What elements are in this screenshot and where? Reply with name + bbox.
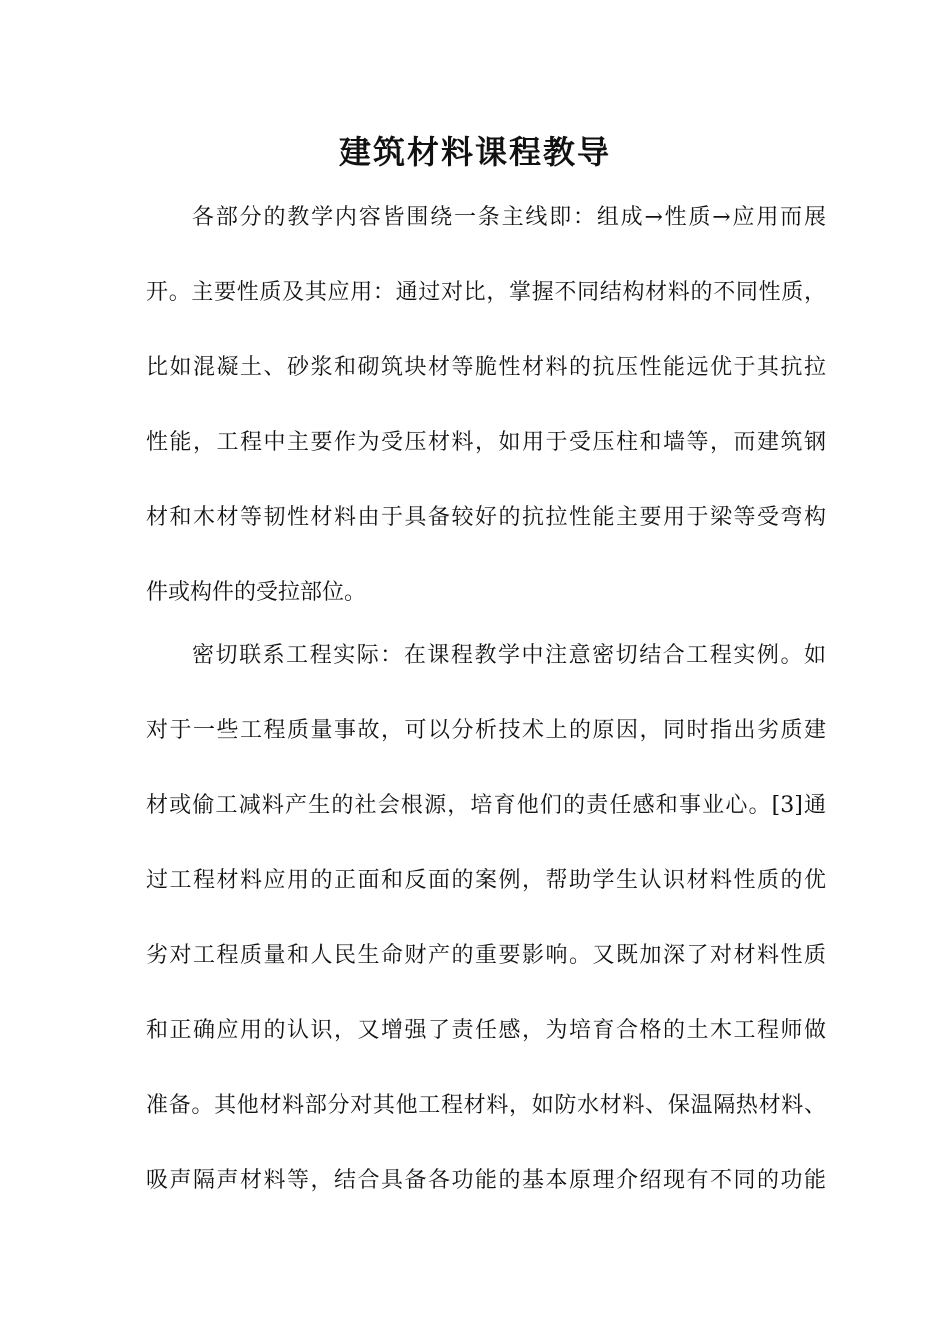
paragraph-2-line-8: 吸声隔声材料等，结合具备各功能的基本原理介绍现有不同的功能	[146, 1168, 826, 1193]
paragraph-1-line-5: 材和木材等韧性材料由于具备较好的抗拉性能主要用于梁等受弯构	[146, 505, 826, 530]
paragraph-1-line-1: 各部分的教学内容皆围绕一条主线即：组成→性质→应用而展	[192, 205, 826, 230]
paragraph-2-line-4: 过工程材料应用的正面和反面的案例，帮助学生认识材料性质的优	[146, 868, 826, 893]
paragraph-2-line-5: 劣对工程质量和人民生命财产的重要影响。又既加深了对材料性质	[146, 943, 826, 968]
paragraph-2-line-1: 密切联系工程实际：在课程教学中注意密切结合工程实例。如	[192, 643, 826, 668]
paragraph-2-line-3: 材或偷工减料产生的社会根源，培育他们的责任感和事业心。[3]通	[146, 793, 826, 818]
document-title: 建筑材料课程教导	[338, 133, 611, 171]
paragraph-1-line-6: 件或构件的受拉部位。	[146, 580, 367, 605]
paragraph-2-line-2: 对于一些工程质量事故，可以分析技术上的原因，同时指出劣质建	[146, 718, 826, 743]
paragraph-1-line-2: 开。主要性质及其应用：通过对比，掌握不同结构材料的不同性质，	[146, 280, 826, 305]
paragraph-2-line-6: 和正确应用的认识，又增强了责任感，为培育合格的土木工程师做	[146, 1018, 826, 1043]
paragraph-1-line-3: 比如混凝土、砂浆和砌筑块材等脆性材料的抗压性能远优于其抗拉	[146, 355, 826, 380]
paragraph-1-line-4: 性能，工程中主要作为受压材料，如用于受压柱和墙等，而建筑钢	[146, 430, 826, 455]
paragraph-2-line-7: 准备。其他材料部分对其他工程材料，如防水材料、保温隔热材料、	[146, 1093, 826, 1118]
